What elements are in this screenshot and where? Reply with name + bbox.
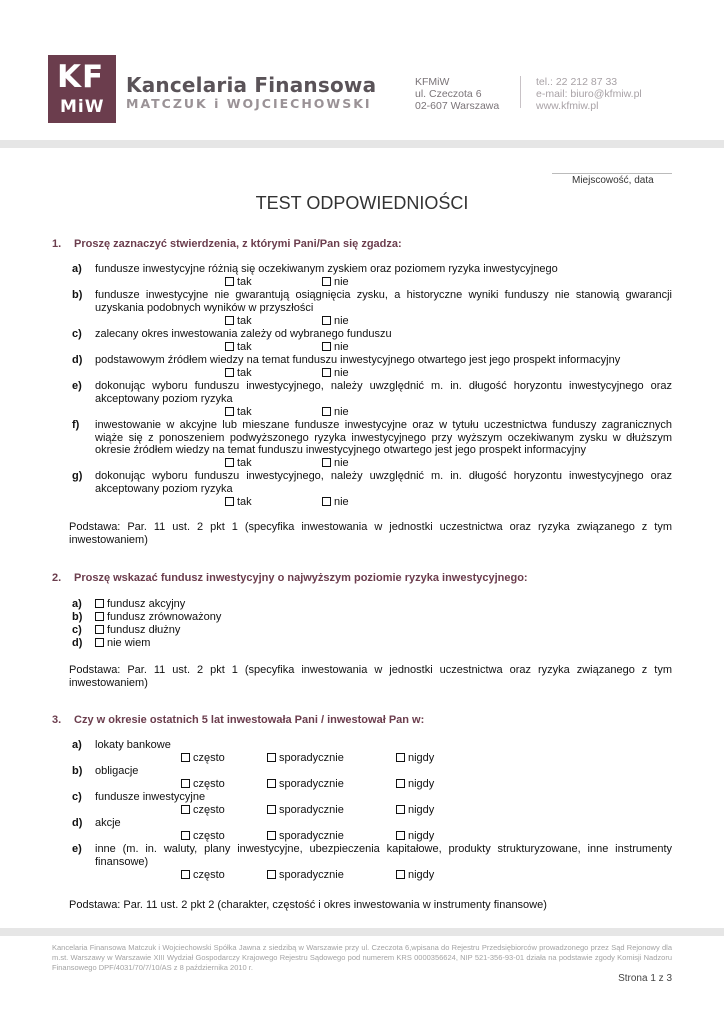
- asset-text: akcje: [95, 817, 121, 829]
- asset-label: b): [72, 765, 83, 777]
- checkbox-yes[interactable]: [225, 496, 252, 508]
- asset-label: c): [72, 791, 82, 803]
- option-label: nigdy: [408, 778, 435, 790]
- choices-e: [0, 406, 724, 419]
- asset-b: [72, 765, 672, 778]
- asset-d: [72, 817, 672, 830]
- frequency-a: [0, 752, 724, 765]
- checkbox-icon: [95, 638, 104, 647]
- statement-label: b): [72, 289, 83, 301]
- checkbox-icon: [267, 805, 276, 814]
- choices-a: [0, 276, 724, 289]
- checkbox-no[interactable]: [322, 457, 349, 469]
- checkbox-icon: [225, 458, 234, 467]
- option-text: fundusz zrównoważony: [107, 611, 222, 623]
- statement-text: podstawowym źródłem wiedzy na temat funduszu inwestycyjnego otwartego jest jego prospekt informacyjny: [95, 354, 621, 366]
- checkbox-sporadic[interactable]: [267, 804, 344, 816]
- option-text: fundusz akcyjny: [107, 598, 186, 610]
- option-label-letter: c): [72, 624, 82, 636]
- address-line: KFMiW: [415, 76, 450, 88]
- question-2-basis: Podstawa: Par. 11 ust. 2 pkt 1 (specyfika inwestowania w jednostki uczestnictwa oraz ryzyka związanego z tym inwestowaniem): [69, 664, 672, 689]
- option-text: fundusz dłużny: [107, 624, 181, 636]
- choices-g: [0, 496, 724, 509]
- option-label: tak: [237, 496, 252, 508]
- checkbox-never[interactable]: [396, 752, 434, 764]
- statement-a: [72, 263, 672, 276]
- option-label: często: [193, 869, 225, 881]
- checkbox-icon: [396, 779, 405, 788]
- option-a[interactable]: [72, 598, 185, 611]
- question-1-basis: Podstawa: Par. 11 ust. 2 pkt 1 (specyfika inwestowania w jednostki uczestnictwa oraz ryzyka związanego z tym inwestowaniem): [69, 521, 672, 546]
- option-c[interactable]: [72, 624, 180, 637]
- checkbox-icon: [396, 753, 405, 762]
- checkbox-icon: [225, 277, 234, 286]
- frequency-d: [0, 830, 724, 843]
- option-label-letter: b): [72, 611, 83, 623]
- asset-c: [72, 791, 672, 804]
- statement-text: fundusze inwestycyjne różnią się oczekiwanym zyskiem oraz poziomem ryzyka inwestycyjnego: [95, 263, 558, 275]
- option-label: tak: [237, 457, 252, 469]
- checkbox-icon: [267, 753, 276, 762]
- statement-text: dokonując wyboru funduszu inwestycyjnego, należy uwzględnić m. in. długość horyzontu inwestycyjnego oraz akceptowany poziom ryzyka: [95, 380, 672, 405]
- checkbox-icon: [181, 870, 190, 879]
- checkbox-never[interactable]: [396, 869, 434, 881]
- option-label: nie: [334, 406, 349, 418]
- option-label: często: [193, 778, 225, 790]
- checkbox-often[interactable]: [181, 830, 225, 842]
- option-label-letter: a): [72, 598, 82, 610]
- checkbox-no[interactable]: [322, 496, 349, 508]
- statement-label: e): [72, 380, 82, 392]
- checkbox-often[interactable]: [181, 869, 225, 881]
- statement-label: g): [72, 470, 83, 482]
- statement-text: fundusze inwestycyjne nie gwarantują osiągnięcia zysku, a historyczne wyniki funduszy nie stanowią gwarancji uzyskania podobnych wyników w przyszłości: [95, 289, 672, 314]
- checkbox-icon: [267, 779, 276, 788]
- checkbox-icon: [322, 277, 331, 286]
- checkbox-icon: [267, 831, 276, 840]
- letterhead: [0, 0, 724, 140]
- asset-text: lokaty bankowe: [95, 739, 171, 751]
- statement-label: d): [72, 354, 83, 366]
- option-label: tak: [237, 315, 252, 327]
- checkbox-icon: [225, 407, 234, 416]
- checkbox-no[interactable]: [322, 341, 349, 353]
- contact-website[interactable]: www.kfmiw.pl: [536, 100, 599, 112]
- header-band: [0, 140, 724, 148]
- question-number: 3.: [52, 714, 62, 726]
- statement-c: [72, 328, 672, 341]
- checkbox-icon: [181, 805, 190, 814]
- statement-b: [72, 289, 672, 314]
- checkbox-icon: [322, 342, 331, 351]
- option-label: sporadycznie: [279, 752, 344, 764]
- logo-kf-text: KF: [57, 59, 105, 95]
- frequency-b: [0, 778, 724, 791]
- question-number: 1.: [52, 238, 62, 250]
- frequency-e: [0, 869, 724, 882]
- checkbox-often[interactable]: [181, 752, 225, 764]
- option-label: nigdy: [408, 869, 435, 881]
- option-label: sporadycznie: [279, 804, 344, 816]
- checkbox-icon: [225, 497, 234, 506]
- checkbox-sporadic[interactable]: [267, 830, 344, 842]
- statement-e: [72, 380, 672, 405]
- choices-d: [0, 367, 724, 380]
- address-line: 02-607 Warszawa: [415, 100, 500, 112]
- checkbox-yes[interactable]: [225, 341, 252, 353]
- checkbox-icon: [225, 342, 234, 351]
- place-date-label: Miejscowość, data: [572, 175, 654, 186]
- page-number: Strona 1 z 3: [618, 973, 672, 984]
- statement-g: [72, 470, 672, 495]
- checkbox-often[interactable]: [181, 778, 225, 790]
- option-label: tak: [237, 406, 252, 418]
- checkbox-icon: [95, 612, 104, 621]
- asset-label: e): [72, 843, 82, 855]
- checkbox-yes[interactable]: [225, 406, 252, 418]
- checkbox-often[interactable]: [181, 804, 225, 816]
- checkbox-icon: [322, 458, 331, 467]
- choices-b: [0, 315, 724, 328]
- option-label: tak: [237, 276, 252, 288]
- checkbox-never[interactable]: [396, 830, 434, 842]
- option-label: tak: [237, 341, 252, 353]
- question-2-title: [52, 572, 528, 584]
- question-3-title: [52, 714, 424, 726]
- logo-miw-text: MiW: [60, 97, 105, 117]
- asset-text: inne (m. in. waluty, plany inwestycyjne, ubezpieczenia kapitałowe, produkty strukturyzowane, inne instrumenty finansowe): [95, 843, 672, 868]
- statement-label: a): [72, 263, 82, 275]
- option-label: sporadycznie: [279, 869, 344, 881]
- asset-e: [72, 843, 672, 868]
- checkbox-icon: [322, 368, 331, 377]
- asset-a: [72, 739, 672, 752]
- checkbox-icon: [225, 316, 234, 325]
- question-number: 2.: [52, 572, 62, 584]
- checkbox-icon: [322, 407, 331, 416]
- contact-email[interactable]: e-mail: biuro@kfmiw.pl: [536, 88, 642, 100]
- checkbox-no[interactable]: [322, 276, 349, 288]
- footer-legal-text: Kancelaria Finansowa Matczuk i Wojciechowski Spółka Jawna z siedzibą w Warszawie przy ul. Czeczota 6,wpisana do Rejestru Przedsiębiorców prowadzonego przez Sąd Rejonowy dla m.st. Warszawy w Warszawie XIII Wydział Gospodarczy Krajowego Rejestru Sądowego pod numerem KRS 0000356624, NIP 521-356-93-01 działa na podstawie zgody Komisji Nadzoru Finansowego DPF/4031/70/7/10/AS z 8 października 2010 r.: [52, 943, 672, 972]
- option-label: nie: [334, 341, 349, 353]
- checkbox-no[interactable]: [322, 315, 349, 327]
- option-label: nigdy: [408, 830, 435, 842]
- option-label: tak: [237, 367, 252, 379]
- checkbox-yes[interactable]: [225, 276, 252, 288]
- choices-f: [0, 457, 724, 470]
- option-label: często: [193, 804, 225, 816]
- question-text: Proszę wskazać fundusz inwestycyjny o najwyższym poziomie ryzyka inwestycyjnego:: [74, 572, 528, 584]
- brand-subtitle: MATCZUK i WOJCIECHOWSKI: [126, 96, 372, 111]
- choices-c: [0, 341, 724, 354]
- checkbox-icon: [95, 625, 104, 634]
- option-label: nie: [334, 496, 349, 508]
- checkbox-icon: [95, 599, 104, 608]
- statement-f: [72, 419, 672, 457]
- checkbox-icon: [181, 779, 190, 788]
- statement-text: zalecany okres inwestowania zależy od wybranego funduszu: [95, 328, 392, 340]
- question-text: Czy w okresie ostatnich 5 lat inwestowała Pani / inwestował Pan w:: [74, 714, 425, 726]
- statement-text: inwestowanie w akcyjne lub mieszane fundusze inwestycyjne oraz w tytułu uczestnictwa funduszy zagranicznych wiąże się z ponoszeniem podwyższonego ryzyka inwestycyjnego przy wyższym oczekiwanym zysku w dłuższym okresie źródłem wiedzy na temat funduszu inwestycyjnego otwartego jest jego prospekt informacyjny: [95, 419, 672, 456]
- checkbox-never[interactable]: [396, 804, 434, 816]
- option-label: nie: [334, 276, 349, 288]
- checkbox-sporadic[interactable]: [267, 778, 344, 790]
- asset-label: d): [72, 817, 83, 829]
- question-1-title: [52, 238, 402, 250]
- option-label: sporadycznie: [279, 830, 344, 842]
- checkbox-sporadic[interactable]: [267, 752, 344, 764]
- checkbox-icon: [181, 753, 190, 762]
- option-label: nigdy: [408, 804, 435, 816]
- statement-d: [72, 354, 672, 367]
- asset-label: a): [72, 739, 82, 751]
- checkbox-yes[interactable]: [225, 457, 252, 469]
- checkbox-no[interactable]: [322, 406, 349, 418]
- option-label: nigdy: [408, 752, 435, 764]
- checkbox-icon: [396, 870, 405, 879]
- checkbox-icon: [396, 805, 405, 814]
- option-d[interactable]: [72, 637, 150, 650]
- checkbox-icon: [322, 497, 331, 506]
- option-b[interactable]: [72, 611, 221, 624]
- checkbox-yes[interactable]: [225, 315, 252, 327]
- option-label: często: [193, 752, 225, 764]
- address-line: ul. Czeczota 6: [415, 88, 482, 100]
- option-label: nie: [334, 367, 349, 379]
- option-label-letter: d): [72, 637, 83, 649]
- header-divider: [520, 76, 521, 108]
- checkbox-icon: [181, 831, 190, 840]
- frequency-c: [0, 804, 724, 817]
- place-date-line[interactable]: [552, 173, 672, 174]
- footer-band: [0, 928, 724, 936]
- brand-name: Kancelaria Finansowa: [126, 73, 377, 97]
- asset-text: fundusze inwestycyjne: [95, 791, 206, 803]
- checkbox-never[interactable]: [396, 778, 434, 790]
- page-title: TEST ODPOWIEDNIOŚCI: [255, 193, 469, 213]
- option-label: nie: [334, 457, 349, 469]
- checkbox-icon: [322, 316, 331, 325]
- checkbox-sporadic[interactable]: [267, 869, 344, 881]
- company-contact: [536, 76, 642, 112]
- question-text: Proszę zaznaczyć stwierdzenia, z którymi Pani/Pan się zgadza:: [74, 238, 402, 250]
- contact-phone: tel.: 22 212 87 33: [536, 76, 618, 88]
- asset-text: obligacje: [95, 765, 139, 777]
- question-3-basis: Podstawa: Par. 11 ust. 2 pkt 2 (charakter, częstość i okres inwestowania w instrumenty finansowe): [69, 899, 547, 911]
- option-label: sporadycznie: [279, 778, 344, 790]
- checkbox-icon: [267, 870, 276, 879]
- checkbox-no[interactable]: [322, 367, 349, 379]
- kfmiw-logo: [48, 55, 116, 123]
- option-label: nie: [334, 315, 349, 327]
- statement-label: c): [72, 328, 82, 340]
- statement-text: dokonując wyboru funduszu inwestycyjnego, należy uwzględnić m. in. długość horyzontu inwestycyjnego oraz akceptowany poziom ryzyka: [95, 470, 672, 495]
- checkbox-icon: [225, 368, 234, 377]
- option-label: często: [193, 830, 225, 842]
- company-address: [415, 76, 499, 112]
- option-text: nie wiem: [107, 637, 151, 649]
- checkbox-yes[interactable]: [225, 367, 252, 379]
- statement-label: f): [72, 419, 80, 431]
- checkbox-icon: [396, 831, 405, 840]
